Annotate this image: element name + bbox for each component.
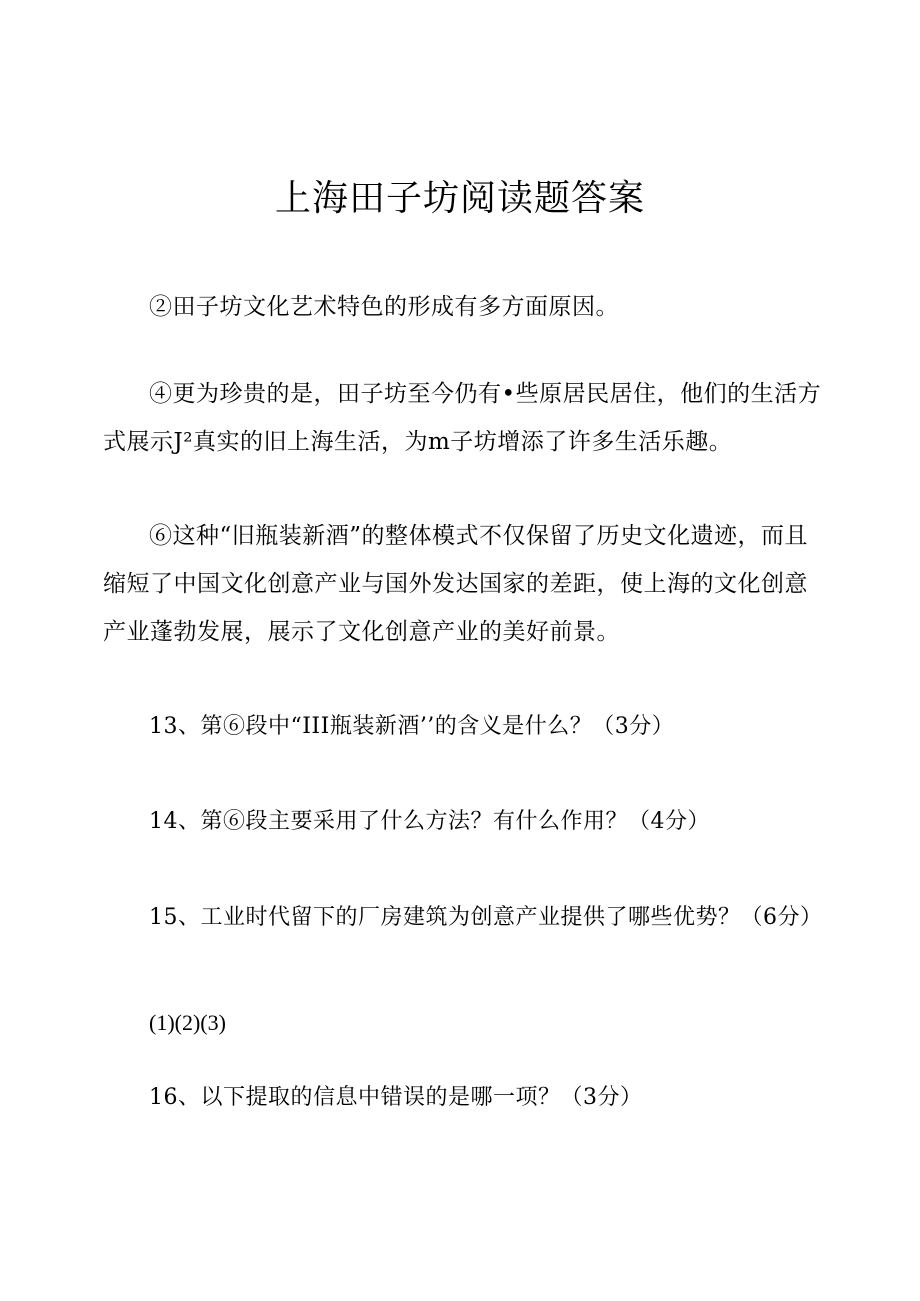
question-14: 14、第⑥段主要采用了什么方法？有什么作用？（4分） (149, 809, 710, 834)
document-title: 上海田子坊阅读题答案 (274, 178, 645, 219)
question-16: 16、以下提取的信息中错误的是哪一项？（3分） (149, 1085, 643, 1110)
question-13: 13、第⑥段中“III瓶装新酒’’的含义是什么？（3分） (149, 714, 675, 739)
question-15: 15、工业时代留下的厂房建筑为创意产业提供了哪些优势？（6分） (149, 905, 823, 930)
paragraph-6: ⑥这种“旧瓶装新酒”的整体模式不仅保留了历史文化遗迹，而且缩短了中国文化创意产业与国外发达国家的差距，使上海的文化创意产业蓬勃发展，展示了文化创意产业的美好前景。 (103, 523, 809, 645)
paragraph-4: ④更为珍贵的是，田子坊至今仍有•些原居民居住，他们的生活方式展示J²真实的旧上海生活，为m子坊增添了许多生活乐趣。 (103, 381, 822, 455)
paragraph-2: ②田子坊文化艺术特色的形成有多方面原因。 (149, 294, 619, 320)
answer-blanks: (1)(2)(3) (149, 1010, 226, 1035)
